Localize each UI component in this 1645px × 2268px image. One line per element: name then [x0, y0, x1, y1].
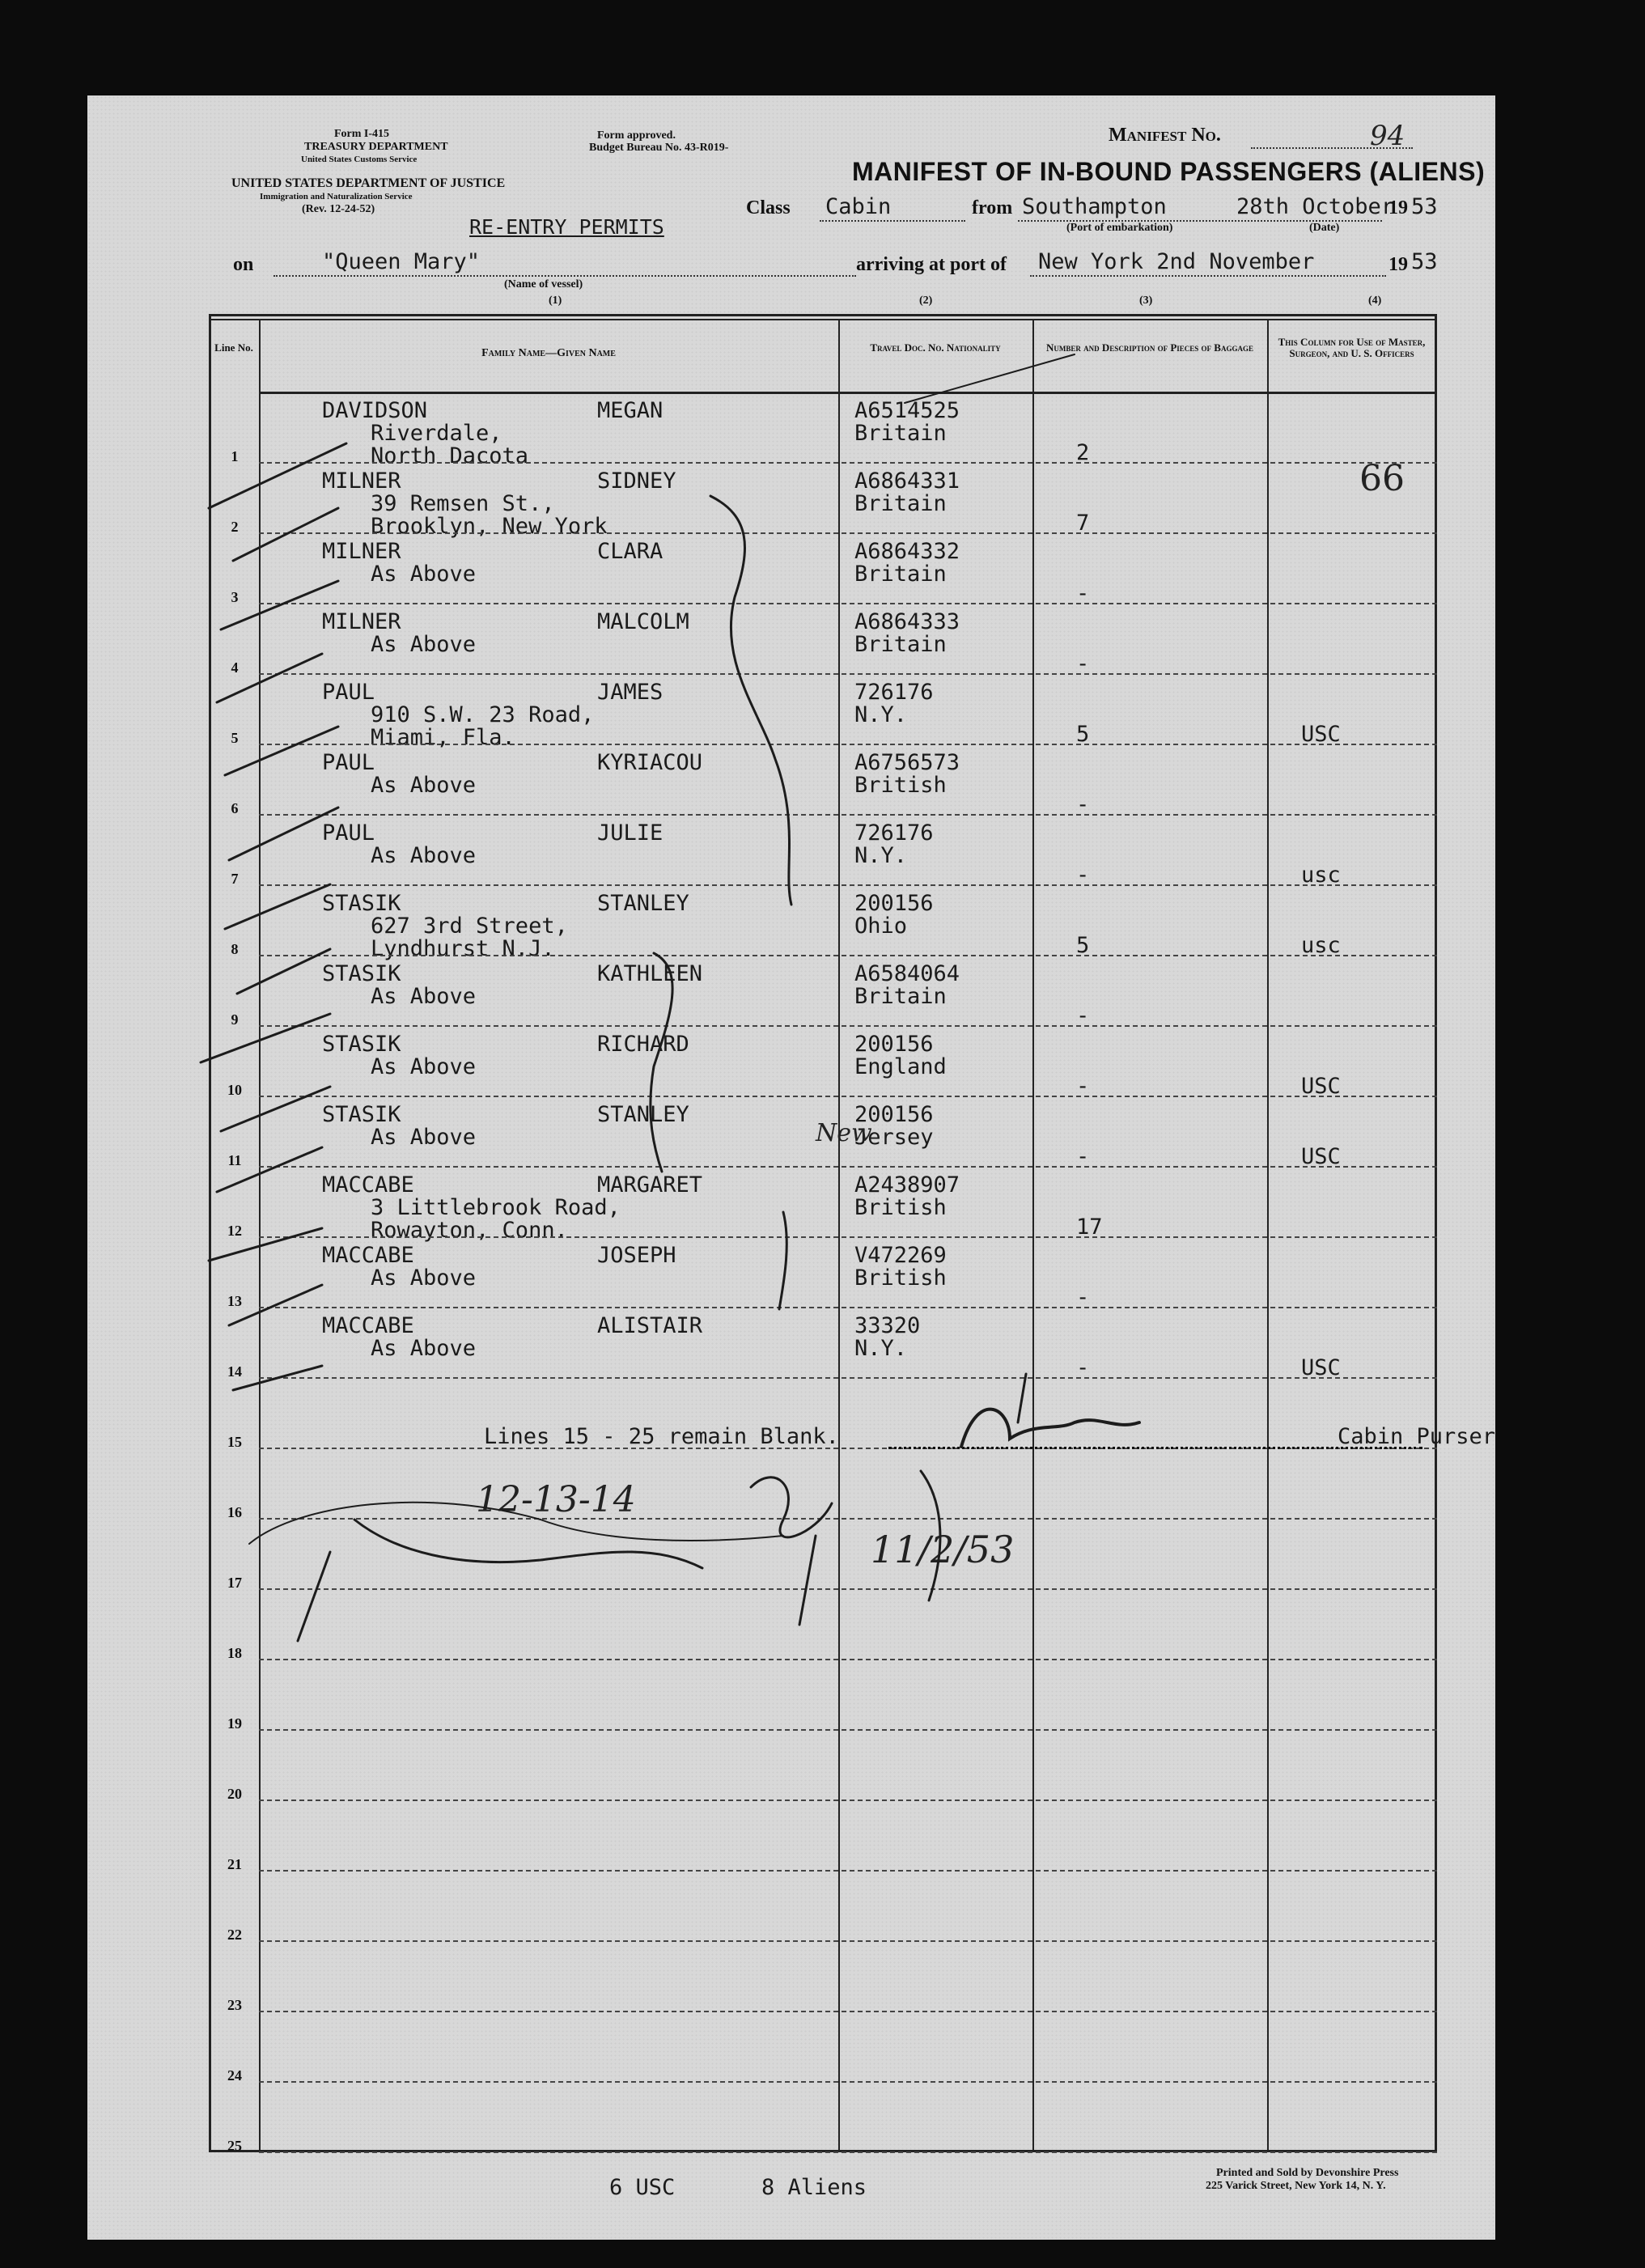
- on-label: on: [233, 254, 254, 275]
- manifest-number: 94: [1370, 120, 1405, 152]
- arr-year-value: 53: [1411, 249, 1438, 274]
- bracket-stroke: [651, 953, 672, 1172]
- class-value: Cabin: [825, 194, 892, 219]
- address-line-2: Brooklyn, New York: [371, 514, 608, 539]
- line-number: 25: [227, 2138, 242, 2154]
- line-number: 8: [231, 941, 239, 957]
- signature-stroke: [354, 1520, 702, 1568]
- line-number: 7: [231, 871, 239, 887]
- family-name: PAUL: [322, 750, 375, 775]
- col-num-1: (1): [549, 295, 562, 307]
- check-stroke: [229, 1285, 322, 1325]
- line-number: 10: [227, 1082, 242, 1098]
- col-num-2: (2): [919, 295, 933, 307]
- check-stroke: [905, 354, 1075, 403]
- family-name: MACCABE: [322, 1172, 414, 1198]
- pen-marks: [87, 95, 1495, 2240]
- line-number: 15: [227, 1434, 242, 1450]
- given-name: STANLEY: [597, 1102, 689, 1127]
- printer-line-2: 225 Varick Street, New York 14, N. Y.: [1206, 2180, 1386, 2192]
- nationality: England: [854, 1054, 947, 1079]
- family-name: PAUL: [322, 820, 375, 846]
- manifest-title: MANIFEST OF IN-BOUND PASSENGERS (ALIENS): [852, 157, 1486, 186]
- col-num-4: (4): [1368, 295, 1382, 307]
- nationality: British: [854, 1195, 947, 1220]
- from-label: from: [972, 197, 1013, 218]
- office-number: 66: [1359, 458, 1405, 499]
- baggage-count: -: [1076, 1285, 1090, 1310]
- revision-label: (Rev. 12-24-52): [302, 203, 375, 215]
- travel-doc-no: 726176: [854, 820, 934, 846]
- baggage-count: 17: [1076, 1215, 1103, 1240]
- travel-doc-no: V472269: [854, 1243, 947, 1268]
- line-number: 20: [227, 1786, 242, 1802]
- check-stroke: [233, 508, 338, 561]
- address-line-1: 627 3rd Street,: [371, 914, 568, 939]
- given-name: JAMES: [597, 680, 664, 705]
- given-name: CLARA: [597, 539, 664, 564]
- signature-stroke: [751, 1477, 832, 1537]
- nationality: British: [854, 1265, 947, 1291]
- col-num-3: (3): [1139, 295, 1153, 307]
- address-line-1: As Above: [371, 773, 477, 798]
- form-number: Form I-415: [334, 128, 390, 140]
- nationality: Britain: [854, 984, 947, 1009]
- vessel-caption: (Name of vessel): [504, 278, 583, 290]
- line-number: 1: [231, 448, 239, 464]
- family-name: STASIK: [322, 1032, 401, 1057]
- check-stroke: [237, 949, 330, 994]
- check-stroke: [209, 443, 346, 508]
- check-stroke: [221, 581, 338, 630]
- baggage-count: -: [1076, 651, 1090, 676]
- baggage-count: -: [1076, 792, 1090, 817]
- check-stroke: [229, 808, 338, 860]
- nationality: Britain: [854, 421, 947, 446]
- address-line-1: As Above: [371, 1336, 477, 1361]
- header-line-no: Line No.: [214, 341, 253, 354]
- header-name: Family Name—Given Name: [481, 347, 616, 359]
- header-baggage: Number and Description of Pieces of Baggage: [1046, 341, 1253, 354]
- nationality: Britain: [854, 632, 947, 657]
- nationality: Britain: [854, 562, 947, 587]
- baggage-count: -: [1076, 1074, 1090, 1099]
- given-name: MEGAN: [597, 398, 664, 423]
- travel-doc-no: 726176: [854, 680, 934, 705]
- officer-note: USC: [1301, 1144, 1341, 1169]
- line-number: 18: [227, 1645, 242, 1661]
- arriving-port: New York 2nd November: [1038, 249, 1315, 274]
- header-travel-doc: Travel Doc. No. Nationality: [870, 341, 1001, 354]
- line-number: 2: [231, 519, 239, 535]
- officer-note: USC: [1301, 1355, 1341, 1380]
- officer-note: USC: [1301, 1074, 1341, 1099]
- address-line-1: Riverdale,: [371, 421, 502, 446]
- signature-stroke: [1018, 1374, 1026, 1422]
- address-line-1: 39 Remsen St.,: [371, 491, 555, 516]
- check-stroke: [233, 1366, 322, 1390]
- line-number: 11: [227, 1152, 242, 1168]
- baggage-count: -: [1076, 581, 1090, 606]
- line-number: 14: [227, 1363, 242, 1380]
- family-name: MACCABE: [322, 1243, 414, 1268]
- given-name: RICHARD: [597, 1032, 689, 1057]
- travel-doc-no: 33320: [854, 1313, 921, 1338]
- baggage-count: -: [1076, 1003, 1090, 1028]
- port-embarkation: Southampton: [1022, 194, 1167, 219]
- port-caption: (Port of embarkation): [1066, 222, 1173, 234]
- check-stroke: [221, 1087, 330, 1131]
- address-line-1: 3 Littlebrook Road,: [371, 1195, 621, 1220]
- given-name: MALCOLM: [597, 609, 689, 634]
- officer-note: USC: [1301, 722, 1341, 747]
- printer-line-1: Printed and Sold by Devonshire Press: [1216, 2167, 1399, 2179]
- arr-year-prefix: 19: [1388, 254, 1408, 275]
- baggage-count: -: [1076, 1144, 1090, 1169]
- signature-stroke: [249, 1503, 783, 1544]
- travel-doc-no: A6584064: [854, 961, 960, 986]
- address-line-1: As Above: [371, 632, 477, 657]
- line-number: 17: [227, 1575, 242, 1591]
- nationality: Jersey: [854, 1125, 934, 1150]
- family-name: STASIK: [322, 1102, 401, 1127]
- line-number: 9: [231, 1011, 239, 1028]
- travel-doc-no: 200156: [854, 1032, 934, 1057]
- check-stroke: [201, 1014, 330, 1062]
- bracket-stroke: [779, 1212, 786, 1309]
- check-stroke: [209, 1228, 322, 1261]
- given-name: KYRIACOU: [597, 750, 703, 775]
- header-officers: This Column for Use of Master, Surgeon, and U. S. Officers: [1278, 336, 1426, 359]
- address-line-2: Miami, Fla.: [371, 725, 515, 750]
- baggage-count: -: [1076, 1355, 1090, 1380]
- family-name: DAVIDSON: [322, 398, 428, 423]
- nationality: N.Y.: [854, 843, 908, 868]
- travel-doc-no: A2438907: [854, 1172, 960, 1198]
- handwritten-new: New: [816, 1119, 872, 1147]
- line-number: 13: [227, 1293, 242, 1309]
- given-name: JULIE: [597, 820, 664, 846]
- nationality: N.Y.: [854, 1336, 908, 1361]
- family-name: STASIK: [322, 891, 401, 916]
- address-line-1: As Above: [371, 562, 477, 587]
- nationality: British: [854, 773, 947, 798]
- handwritten-date: 11/2/53: [871, 1528, 1015, 1571]
- doj-label: UNITED STATES DEPARTMENT OF JUSTICE: [231, 176, 506, 190]
- manifest-page: [87, 95, 1495, 2240]
- travel-doc-no: 200156: [854, 891, 934, 916]
- remain-blank-note: Lines 15 - 25 remain Blank.: [484, 1424, 839, 1449]
- signature-stroke: [961, 1410, 1139, 1447]
- line-number: 6: [231, 800, 239, 816]
- baggage-count: 5: [1076, 722, 1090, 747]
- manifest-no-label: Manifest No.: [1109, 125, 1221, 146]
- family-name: MILNER: [322, 468, 401, 494]
- travel-doc-no: A6864333: [854, 609, 960, 634]
- given-name: MARGARET: [597, 1172, 703, 1198]
- address-line-1: As Above: [371, 1054, 477, 1079]
- bracket-stroke: [710, 496, 791, 905]
- line-number: 24: [227, 2067, 242, 2084]
- family-name: MILNER: [322, 539, 401, 564]
- given-name: SIDNEY: [597, 468, 676, 494]
- travel-doc-no: A6864332: [854, 539, 960, 564]
- alien-count: 8 Aliens: [761, 2175, 867, 2200]
- given-name: STANLEY: [597, 891, 689, 916]
- baggage-count: 7: [1076, 511, 1090, 536]
- arriving-label: arriving at port of: [856, 254, 1007, 275]
- line-number: 5: [231, 730, 239, 746]
- check-stroke: [225, 727, 338, 775]
- embark-date: 28th October: [1236, 194, 1395, 219]
- signature-stroke: [921, 1471, 940, 1600]
- handwritten-lines: 12-13-14: [476, 1479, 636, 1520]
- nationality: Britain: [854, 491, 947, 516]
- year-prefix: 19: [1388, 197, 1408, 218]
- address-line-1: 910 S.W. 23 Road,: [371, 702, 595, 727]
- budget-bureau: Budget Bureau No. 43-R019-: [589, 142, 729, 154]
- vessel-name: "Queen Mary": [322, 249, 481, 274]
- family-name: MACCABE: [322, 1313, 414, 1338]
- travel-doc-no: A6864331: [854, 468, 960, 494]
- address-line-2: Lyndhurst N.J.: [371, 936, 555, 961]
- nationality: Ohio: [854, 914, 908, 939]
- check-stroke: [225, 884, 330, 929]
- line-number: 22: [227, 1927, 242, 1943]
- cabin-purser: Cabin Purser: [1338, 1424, 1496, 1449]
- given-name: KATHLEEN: [597, 961, 703, 986]
- given-name: ALISTAIR: [597, 1313, 703, 1338]
- travel-doc-no: A6756573: [854, 750, 960, 775]
- given-name: JOSEPH: [597, 1243, 676, 1268]
- line-number: 16: [227, 1504, 242, 1520]
- line-number: 19: [227, 1715, 242, 1732]
- line-number: 21: [227, 1856, 242, 1872]
- form-approved: Form approved.: [597, 129, 676, 142]
- check-stroke: [217, 1147, 322, 1192]
- class-label: Class: [746, 197, 791, 218]
- line-number: 12: [227, 1223, 242, 1239]
- family-name: PAUL: [322, 680, 375, 705]
- address-line-2: North Dacota: [371, 443, 529, 468]
- baggage-count: -: [1076, 863, 1090, 888]
- reentry-permits: RE-ENTRY PERMITS: [469, 215, 664, 239]
- address-line-2: Rowayton, Conn.: [371, 1218, 568, 1243]
- year-value: 53: [1411, 194, 1438, 219]
- date-caption: (Date): [1309, 222, 1340, 234]
- family-name: MILNER: [322, 609, 401, 634]
- travel-doc-no: 200156: [854, 1102, 934, 1127]
- family-name: STASIK: [322, 961, 401, 986]
- line-number: 3: [231, 589, 239, 605]
- address-line-1: As Above: [371, 984, 477, 1009]
- officer-note: usc: [1301, 933, 1341, 958]
- signature-stroke: [298, 1552, 330, 1641]
- usc-count: 6 USC: [609, 2175, 676, 2200]
- check-stroke: [217, 654, 322, 702]
- address-line-1: As Above: [371, 843, 477, 868]
- line-number: 4: [231, 659, 239, 676]
- ins-label: Immigration and Naturalization Service: [260, 192, 413, 201]
- address-line-1: As Above: [371, 1125, 477, 1150]
- nationality: N.Y.: [854, 702, 908, 727]
- line-number: 23: [227, 1997, 242, 2013]
- travel-doc-no: A6514525: [854, 398, 960, 423]
- baggage-count: 5: [1076, 933, 1090, 958]
- signature-stroke: [799, 1536, 816, 1625]
- officer-note: usc: [1301, 863, 1341, 888]
- treasury-dept: TREASURY DEPARTMENT: [304, 141, 448, 153]
- customs-service: United States Customs Service: [301, 155, 418, 164]
- baggage-count: 2: [1076, 440, 1090, 465]
- address-line-1: As Above: [371, 1265, 477, 1291]
